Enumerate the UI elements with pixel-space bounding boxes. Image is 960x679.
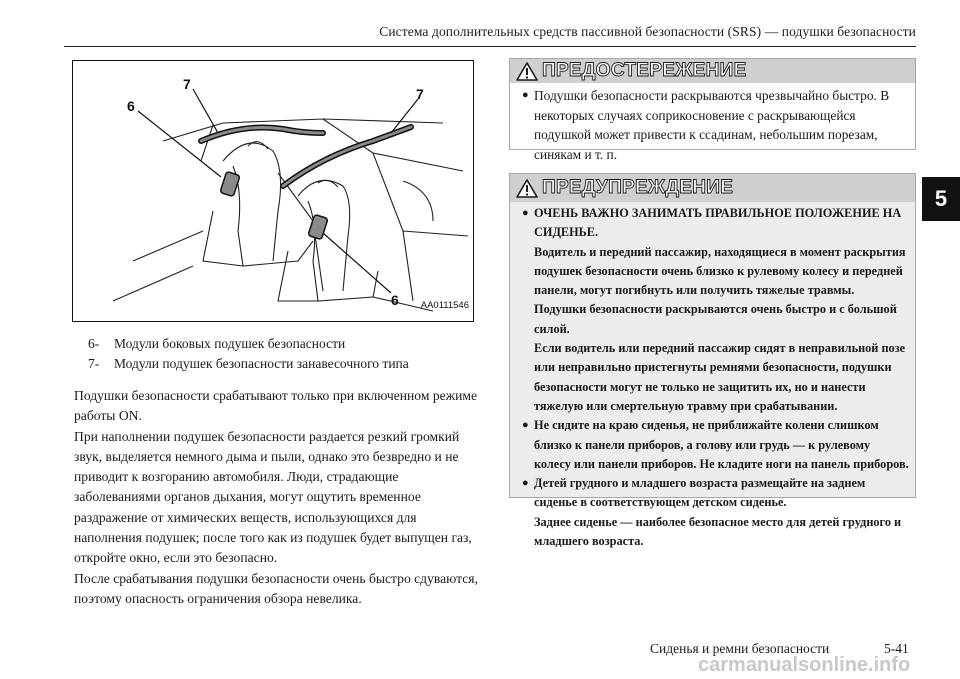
warning-box: [509, 173, 916, 549]
callout-7-right: 7: [416, 86, 424, 102]
list-item: [522, 86, 907, 164]
legend-number: 6-: [88, 336, 100, 351]
legend-text: Модули боковых подушек безопасности: [114, 336, 346, 351]
bullet-icon: ●: [522, 89, 529, 101]
body-paragraph: При наполнении подушек безопасности раздается резкий громкий звук, выделяется немного дыма и пыли, однако это безвредно и не приводит к возгоранию автомобиля. Люди, страдающие заболеваниями органов дыхания, могут ощутить временное раздражение от химических веществ, использующихся для наполнения подушек; после того как из подушек будет выпущен газ, откройте окно, если это безопасно.: [74, 428, 472, 566]
caution-box-body: [510, 83, 915, 164]
warning-line: Если водитель или передний пассажир сидят в неправильной позе или неправильно пристегнуты ремнями безопасности, подушки безопасности могут не только не защитить их, но и нанести тяжелую или смертельную травму при срабатывании.: [534, 341, 906, 413]
warning-line: Не сидите на краю сиденья, не приближайте колени слишком близко к панели приборов, а голову или грудь — к рулевому колесу или панели приборов. Не кладите ноги на панель приборов.: [534, 418, 909, 471]
body-text: [74, 386, 484, 609]
bullet-icon: ●: [522, 477, 529, 490]
legend-item: [88, 354, 409, 374]
caution-box-header: [510, 59, 915, 83]
warning-line: Подушки безопасности раскрываются очень быстро и с большой силой.: [534, 302, 897, 336]
header-divider: [64, 46, 916, 47]
chapter-tab: 5: [922, 177, 960, 221]
page-number: 5-41: [884, 641, 909, 656]
bullet-icon: ●: [522, 207, 529, 219]
page-header-title: Система дополнительных средств пассивной безопасности (SRS) — подушки безопасности: [379, 24, 916, 39]
caution-box-title: ПРЕДОСТЕРЕЖЕНИЕ: [542, 60, 747, 81]
callout-6-left: 6: [127, 98, 135, 114]
list-item: [522, 204, 909, 416]
image-code: AA0111546: [420, 300, 469, 311]
legend-number: 7-: [88, 356, 100, 371]
list-item: [522, 474, 909, 551]
list-item: [522, 416, 909, 474]
warning-box-body: [510, 202, 915, 549]
callout-6-bottom: 6: [391, 292, 399, 308]
footer-section-title: Сиденья и ремни безопасности: [650, 641, 830, 656]
watermark: carmanualsonline.info: [698, 654, 911, 676]
car-interior-drawing: [73, 61, 473, 321]
legend-text: Модули подушек безопасности занавесочного типа: [114, 356, 409, 371]
warning-line: Водитель и передний пассажир, находящиеся в момент раскрытия подушек безопасности очень близко к рулевому колесу и передней панели, могут погибнуть или получить тяжелые травмы.: [534, 244, 906, 298]
side-airbag-front: [220, 171, 240, 196]
warning-triangle-icon: [516, 179, 538, 198]
warning-box-title: ПРЕДУПРЕЖДЕНИЕ: [542, 177, 734, 198]
caution-box: [509, 58, 916, 162]
airbag-illustration: [72, 60, 474, 322]
warning-box-header: [510, 174, 915, 202]
legend-item: [88, 334, 409, 354]
body-paragraph: Подушки безопасности срабатывают только при включенном режиме работы ON.: [74, 388, 477, 424]
warning-triangle-icon: [516, 62, 538, 81]
illustration-legend: [88, 334, 409, 374]
warning-line: Детей грудного и младшего возраста размещайте на заднем сиденье в соответствующем детском сиденье.: [534, 476, 866, 510]
warning-line: Заднее сиденье — наиболее безопасное место для детей грудного и младшего возраста.: [534, 514, 902, 549]
bullet-icon: ●: [522, 419, 529, 432]
body-paragraph: После срабатывания подушки безопасности очень быстро сдуваются, поэтому опасность ограничения обзора невелика.: [74, 570, 478, 606]
warning-line: ОЧЕНЬ ВАЖНО ЗАНИМАТЬ ПРАВИЛЬНОЕ ПОЛОЖЕНИЕ НА СИДЕНЬЕ.: [534, 206, 902, 240]
caution-text: Подушки безопасности раскрываются чрезвычайно быстро. В некоторых случаях соприкосновение с раскрывающейся подушкой может привести к ссадинам, небольшим порезам, синякам и т. п.: [534, 88, 890, 162]
callout-7-left: 7: [183, 76, 191, 92]
